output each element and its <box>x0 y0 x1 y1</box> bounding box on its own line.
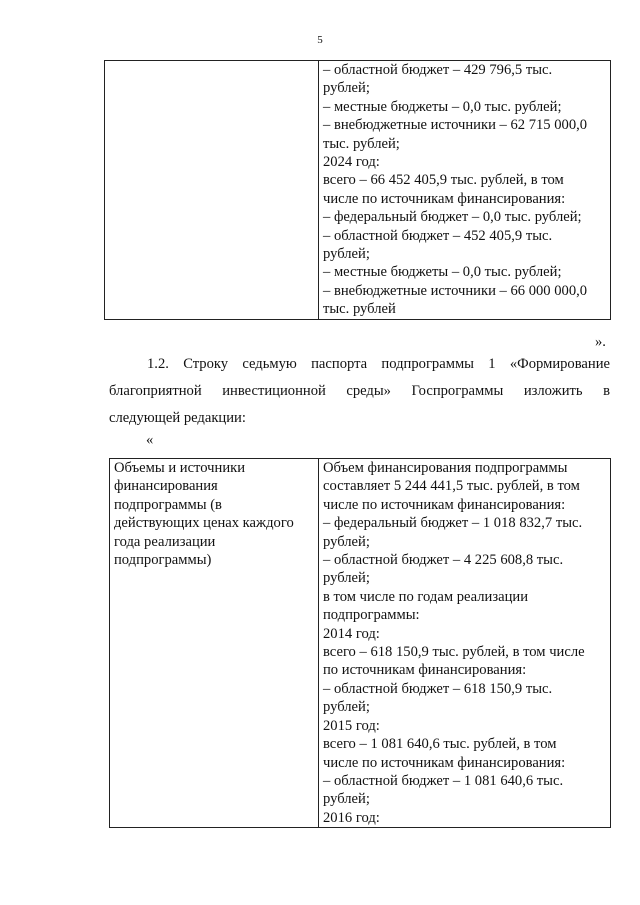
table-line: в том числе по годам реализации <box>323 588 529 605</box>
table-line: Объемы и источники <box>114 460 246 476</box>
table-cell-label <box>110 459 319 828</box>
table-line: – областной бюджет – 1 081 640,6 тыс. <box>323 772 564 789</box>
table-row <box>105 61 611 320</box>
table-row <box>110 459 611 828</box>
continued-table <box>104 60 611 320</box>
table-line: – местные бюджеты – 0,0 тыс. рублей; <box>323 98 562 115</box>
table-line: – федеральный бюджет – 0,0 тыс. рублей; <box>323 209 582 226</box>
table-line: 2024 год: <box>323 154 380 171</box>
table-cell-value <box>319 459 611 828</box>
table-line: рублей; <box>323 570 370 587</box>
table-line: – местные бюджеты – 0,0 тыс. рублей; <box>323 264 562 281</box>
table-line: 2015 год: <box>323 717 380 734</box>
paragraph-line: следующей редакции: <box>109 410 246 426</box>
table-line: финансирования <box>114 478 218 495</box>
funding-table <box>109 458 611 828</box>
table-line: по источникам финансирования: <box>323 662 527 679</box>
page-number: 5 <box>317 34 323 46</box>
closing-quote: ». <box>595 334 606 350</box>
table-line: тыс. рублей; <box>323 135 400 152</box>
table-line: – областной бюджет – 618 150,9 тыс. <box>323 680 553 697</box>
table-line: подпрограммы) <box>114 552 212 569</box>
table-line: – областной бюджет – 452 405,9 тыс. <box>323 227 553 244</box>
table-line: – федеральный бюджет – 1 018 832,7 тыс. <box>323 515 583 532</box>
table-line: рублей; <box>323 246 370 263</box>
table-line: числе по источникам финансирования: <box>323 496 566 513</box>
table-line: Объем финансирования подпрограммы <box>323 460 568 476</box>
table-line: – внебюджетные источники – 66 000 000,0 <box>323 282 588 299</box>
table-line: – внебюджетные источники – 62 715 000,0 <box>323 117 588 134</box>
table-line: рублей; <box>323 699 370 716</box>
paragraph-line: 1.2. Строку седьмую паспорта подпрограммы 1 «Формирование <box>147 356 610 372</box>
table-line: рублей; <box>323 80 370 97</box>
table-line: – областной бюджет – 429 796,5 тыс. <box>323 62 553 78</box>
table-line: тыс. рублей <box>323 301 396 318</box>
table-line: всего – 1 081 640,6 тыс. рублей, в том <box>323 736 557 753</box>
table-line: 2014 год: <box>323 625 380 642</box>
opening-quote: « <box>146 432 154 448</box>
table-line: рублей; <box>323 533 370 550</box>
table-line: числе по источникам финансирования: <box>323 754 566 771</box>
table-line: числе по источникам финансирования: <box>323 190 566 207</box>
table-cell-label <box>105 61 319 320</box>
amendment-paragraph <box>109 351 610 432</box>
paragraph-line: благоприятной инвестиционной среды» Госпрограммы изложить в <box>109 383 610 399</box>
table-line: 2016 год: <box>323 809 380 826</box>
table-line: подпрограммы (в <box>114 496 222 513</box>
table-line: всего – 66 452 405,9 тыс. рублей, в том <box>323 172 564 189</box>
table-line: действующих ценах каждого <box>114 515 294 532</box>
table-line: года реализации <box>114 533 216 550</box>
table-cell-value <box>319 61 611 320</box>
table-line: – областной бюджет – 4 225 608,8 тыс. <box>323 552 564 569</box>
table-line: составляет 5 244 441,5 тыс. рублей, в том <box>323 478 580 495</box>
table-line: рублей; <box>323 791 370 808</box>
table-line: всего – 618 150,9 тыс. рублей, в том числе <box>323 644 585 661</box>
table-line: подпрограммы: <box>323 607 420 624</box>
